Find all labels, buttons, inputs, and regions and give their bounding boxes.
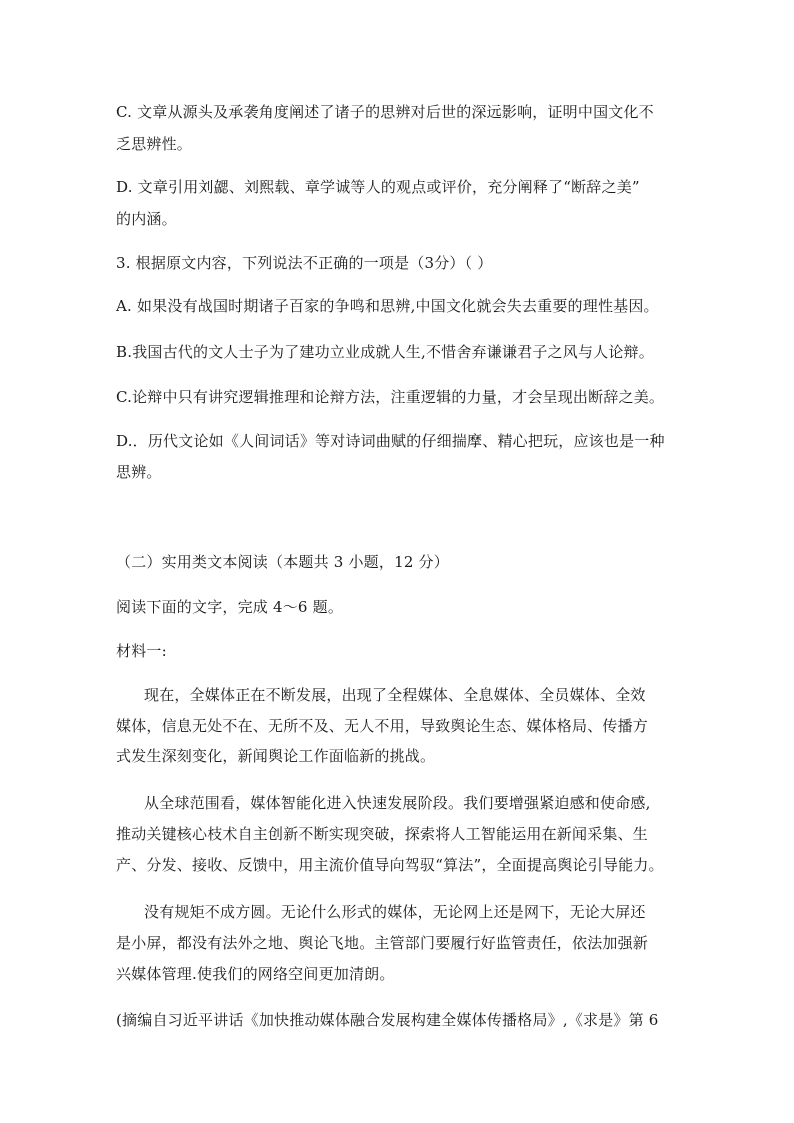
para1-line1: 现在，全媒体正在不断发展，出现了全程媒体、全息媒体、全员媒体、全效: [144, 686, 646, 704]
section-title: （二）实用类文本阅读（本题共 3 小题，12 分）: [116, 553, 449, 571]
material-label: 材料一:: [116, 642, 167, 660]
para2-line1: 从全球范围看，媒体智能化进入快速发展阶段。我们要增强紧迫感和使命感,: [144, 794, 651, 812]
para3-line3: 兴媒体管理.使我们的网络空间更加清朗。: [116, 965, 395, 983]
q3-option-d-line1: D.．历代文论如《人间词话》等对诗词曲赋的仔细揣摩、精心把玩，应该也是一种: [116, 432, 665, 450]
para2-line3: 产、分发、接收、反馈中，用主流价值导向驾驭“算法”，全面提高舆论引导能力。: [116, 856, 664, 874]
para3-line2: 是小屏，都没有法外之地、舆论飞地。主管部门要履行好监管责任，依法加强新: [116, 934, 649, 952]
q3-option-c: C.论辩中只有讲究逻辑推理和论辩方法，注重逻辑的力量，才会呈现出断辞之美。: [116, 388, 665, 406]
reading-instruction: 阅读下面的文字，完成 4～6 题。: [116, 598, 344, 616]
q3-option-b: B.我国古代的文人士子为了建功立业成就人生,不惜舍弃谦谦君子之风与人论辩。: [116, 343, 654, 361]
q3-option-a: A. 如果没有战国时期诸子百家的争鸣和思辨,中国文化就会失去重要的理性基因。: [116, 297, 659, 315]
q3-stem: 3. 根据原文内容，下列说法不正确的一项是（3分）（ ）: [116, 254, 493, 272]
q2-option-d-line1: D. 文章引用刘勰、刘熙载、章学诚等人的观点或评价，充分阐释了“断辞之美”: [116, 178, 640, 196]
para1-line3: 式发生深刻变化，新闻舆论工作面临新的挑战。: [116, 747, 436, 765]
q3-option-d-line2: 思辨。: [116, 463, 162, 481]
q2-option-c-line1: C. 文章从源头及承袭角度阐述了诸子的思辨对后世的深远影响，证明中国文化不: [116, 103, 654, 121]
q2-option-d-line2: 的内涵。: [116, 210, 177, 228]
source-citation: (摘编自习近平讲话《加快推动媒体融合发展构建全媒体传播格局》,《求是》第 6: [116, 1011, 659, 1029]
para1-line2: 媒体，信息无处不在、无所不及、无人不用，导致舆论生态、媒体格局、传播方: [116, 717, 649, 735]
para2-line2: 推动关键核心枝术自主创新不断实现突破，探索将人工智能运用在新闻采集、生: [116, 825, 649, 843]
para3-line1: 没有规矩不成方圆。无论什么形式的媒体，无论网上还是网下，无论大屏还: [144, 903, 646, 921]
q2-option-c-line2: 乏思辨性。: [116, 135, 193, 153]
